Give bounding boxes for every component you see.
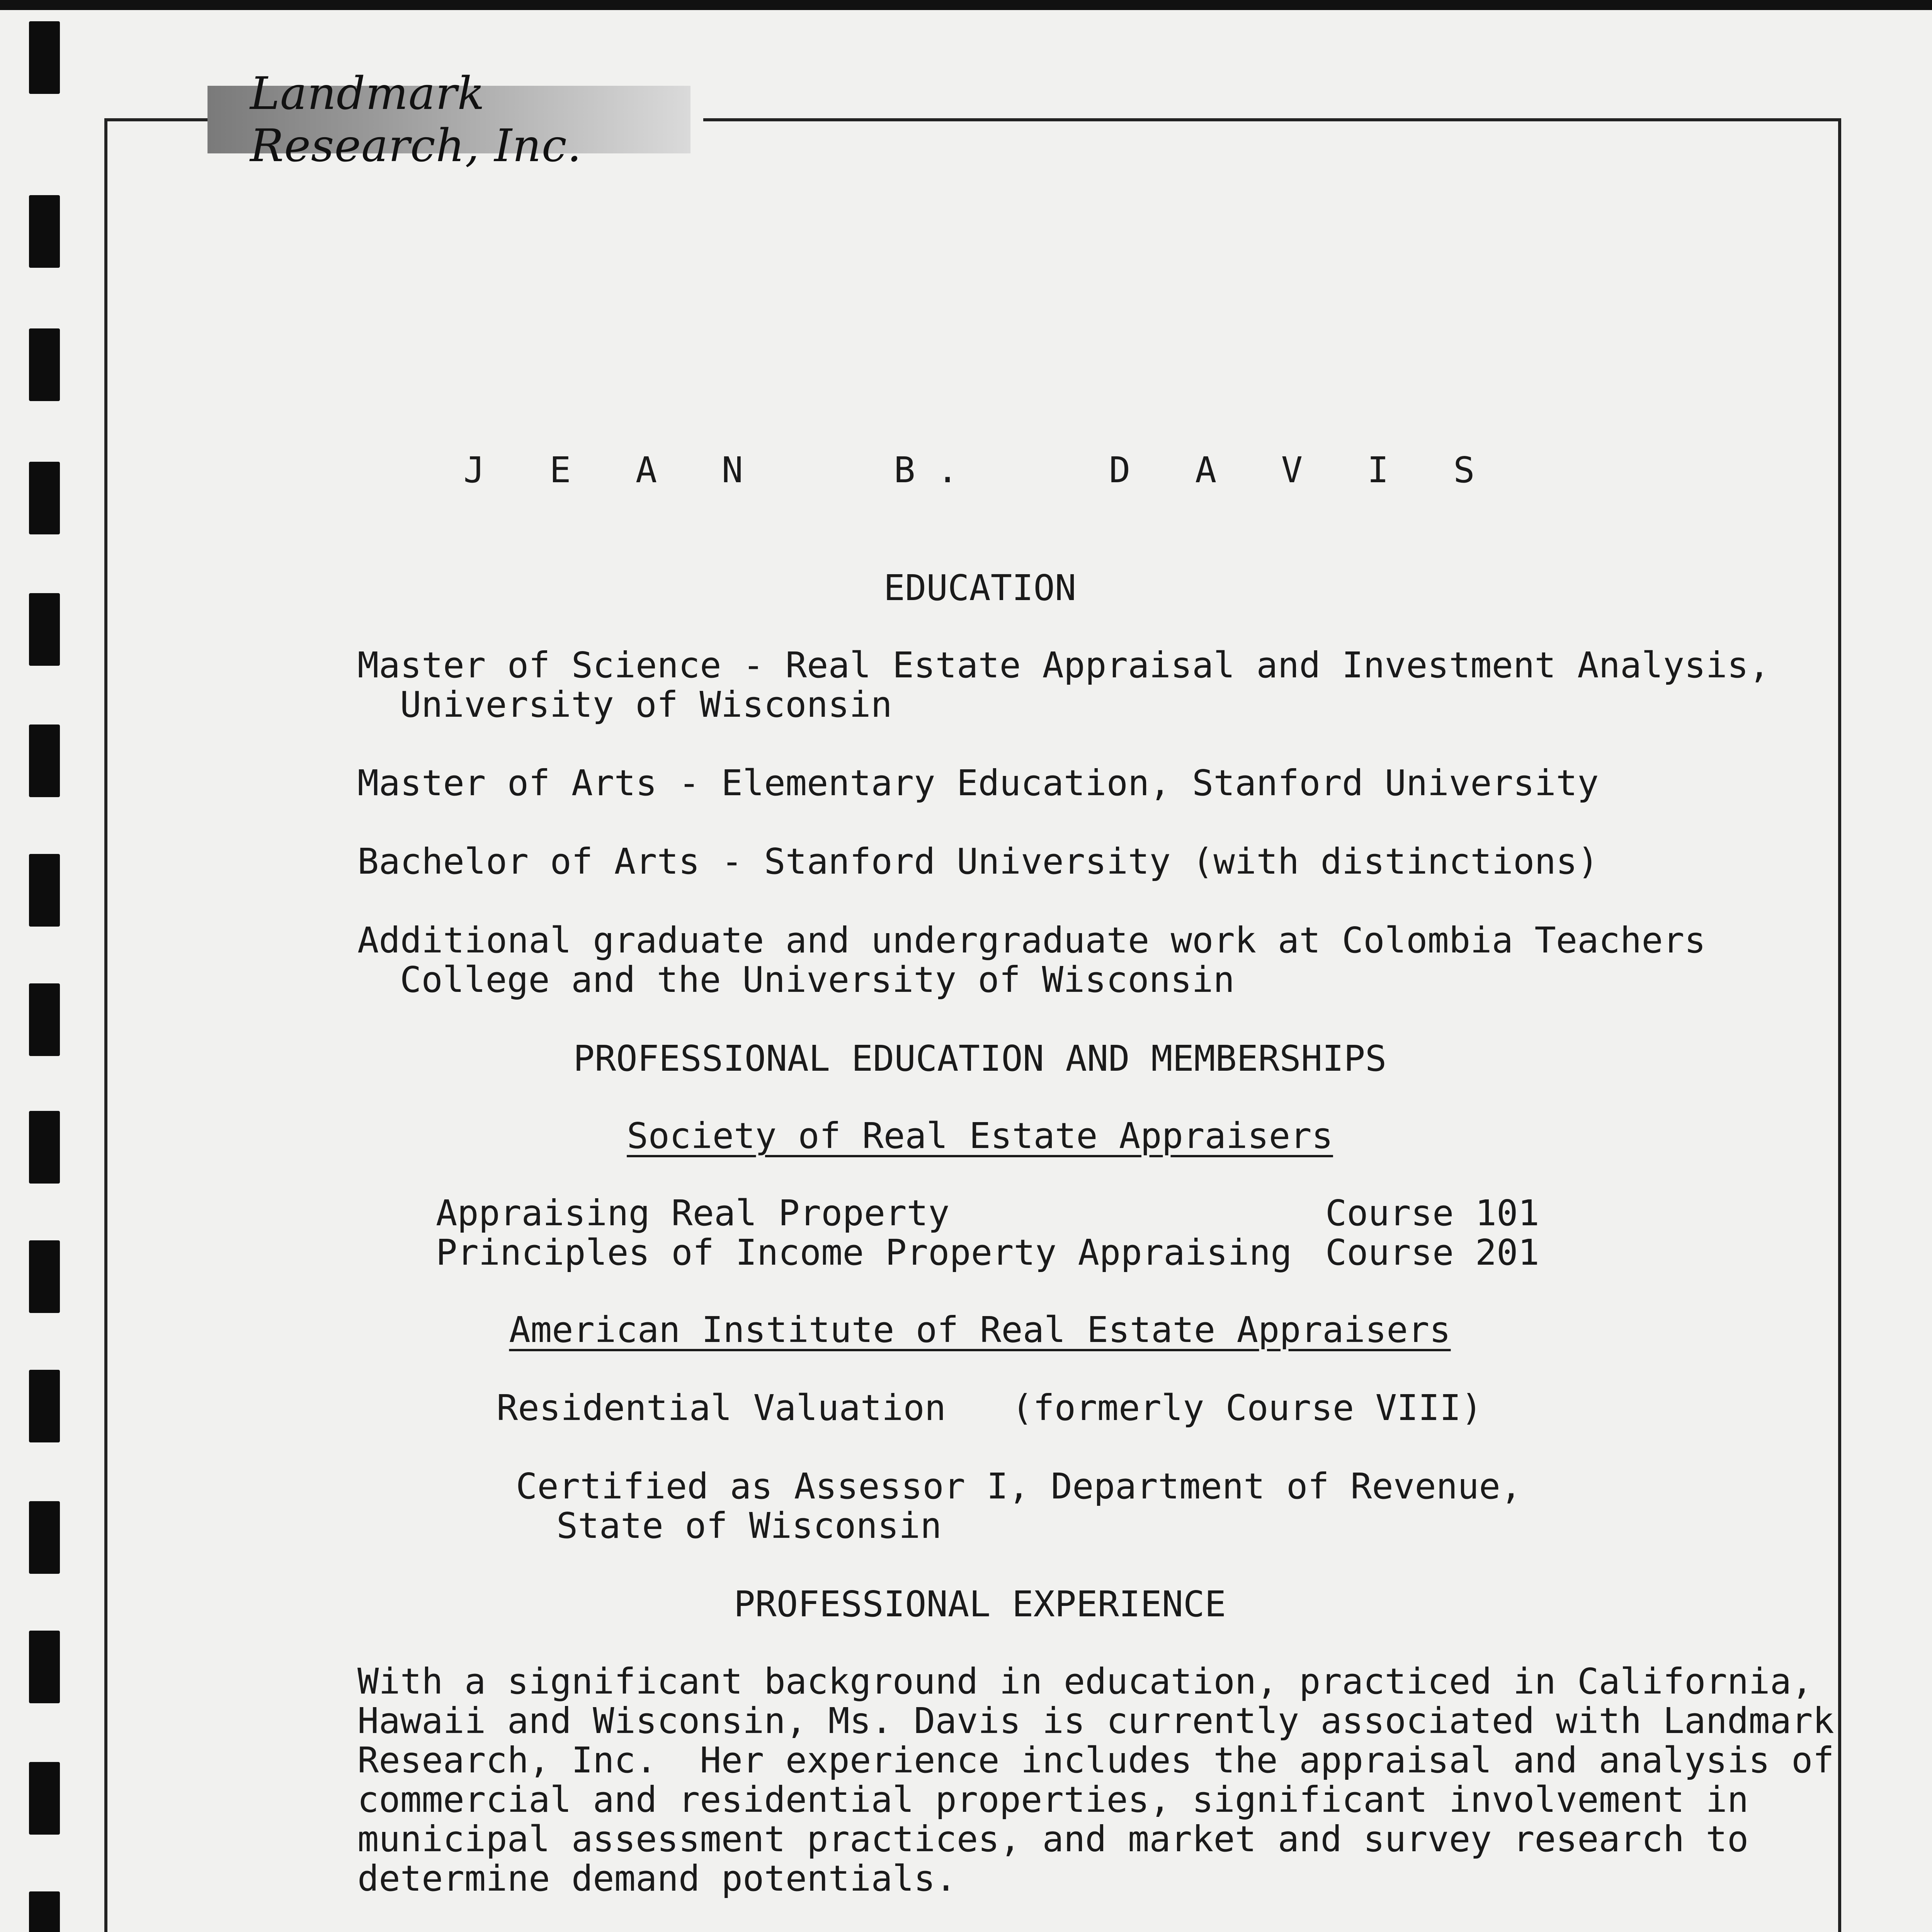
course-title: Principles of Income Property Appraising [436, 1232, 1292, 1273]
education-entry-line: Additional graduate and undergraduate work at Colombia Teachers [357, 920, 1706, 961]
person-name: J E A N B. D A V I S [463, 449, 1497, 491]
professional-education-heading: PROFESSIONAL EDUCATION AND MEMBERSHIPS [573, 1038, 1387, 1079]
education-entry-line: Master of Arts - Elementary Education, Stanford University [357, 762, 1599, 804]
frame-top-left [104, 118, 207, 121]
course-number: Course 101 [1325, 1192, 1539, 1234]
experience-line: determine demand potentials. [357, 1858, 957, 1899]
course-title: Appraising Real Property [436, 1192, 950, 1234]
institute-course-note: (formerly Course VIII) [1012, 1387, 1483, 1429]
education-heading: EDUCATION [883, 567, 1077, 609]
company-logo [207, 67, 690, 172]
experience-line: With a significant background in education, practiced in California, [357, 1661, 1813, 1702]
experience-line: Research, Inc. Her experience includes the appraisal and analysis of [357, 1740, 1834, 1781]
education-entry-line: Master of Science - Real Estate Appraisal and Investment Analysis, [357, 645, 1770, 686]
binder-hole [29, 1370, 60, 1442]
institute-name: American Institute of Real Estate Appraisers [509, 1309, 1451, 1350]
binder-hole [29, 1501, 60, 1574]
logo-text: Landmark Research, Inc. [250, 67, 582, 172]
education-entry-line: University of Wisconsin [400, 684, 892, 725]
binder-hole [29, 724, 60, 797]
binder-hole [29, 1762, 60, 1835]
binder-hole [29, 1631, 60, 1703]
course-number: Course 201 [1325, 1232, 1539, 1273]
binder-hole [29, 1240, 60, 1313]
binder-hole [29, 1891, 60, 1932]
education-entry-line: Bachelor of Arts - Stanford University (with distinctions) [357, 841, 1599, 882]
frame-right [1838, 118, 1841, 1932]
frame-top-right [703, 118, 1841, 121]
binder-hole [29, 21, 60, 94]
binder-hole [29, 854, 60, 927]
binder-hole [29, 195, 60, 268]
experience-line: Hawaii and Wisconsin, Ms. Davis is currently associated with Landmark [357, 1700, 1834, 1742]
society-name: Society of Real Estate Appraisers [627, 1115, 1333, 1156]
page-top-edge [0, 0, 1932, 10]
experience-heading: PROFESSIONAL EXPERIENCE [734, 1583, 1226, 1625]
experience-line: municipal assessment practices, and market and survey research to [357, 1818, 1749, 1860]
certification-line: Certified as Assessor I, Department of Revenue, [516, 1466, 1522, 1507]
institute-course-title: Residential Valuation [497, 1387, 946, 1429]
frame-left [104, 118, 107, 1932]
experience-line: commercial and residential properties, significant involvement in [357, 1779, 1749, 1820]
certification-line: State of Wisconsin [556, 1505, 942, 1546]
binder-hole [29, 328, 60, 401]
education-entry-line: College and the University of Wisconsin [400, 959, 1235, 1000]
binder-holes [29, 0, 60, 1932]
